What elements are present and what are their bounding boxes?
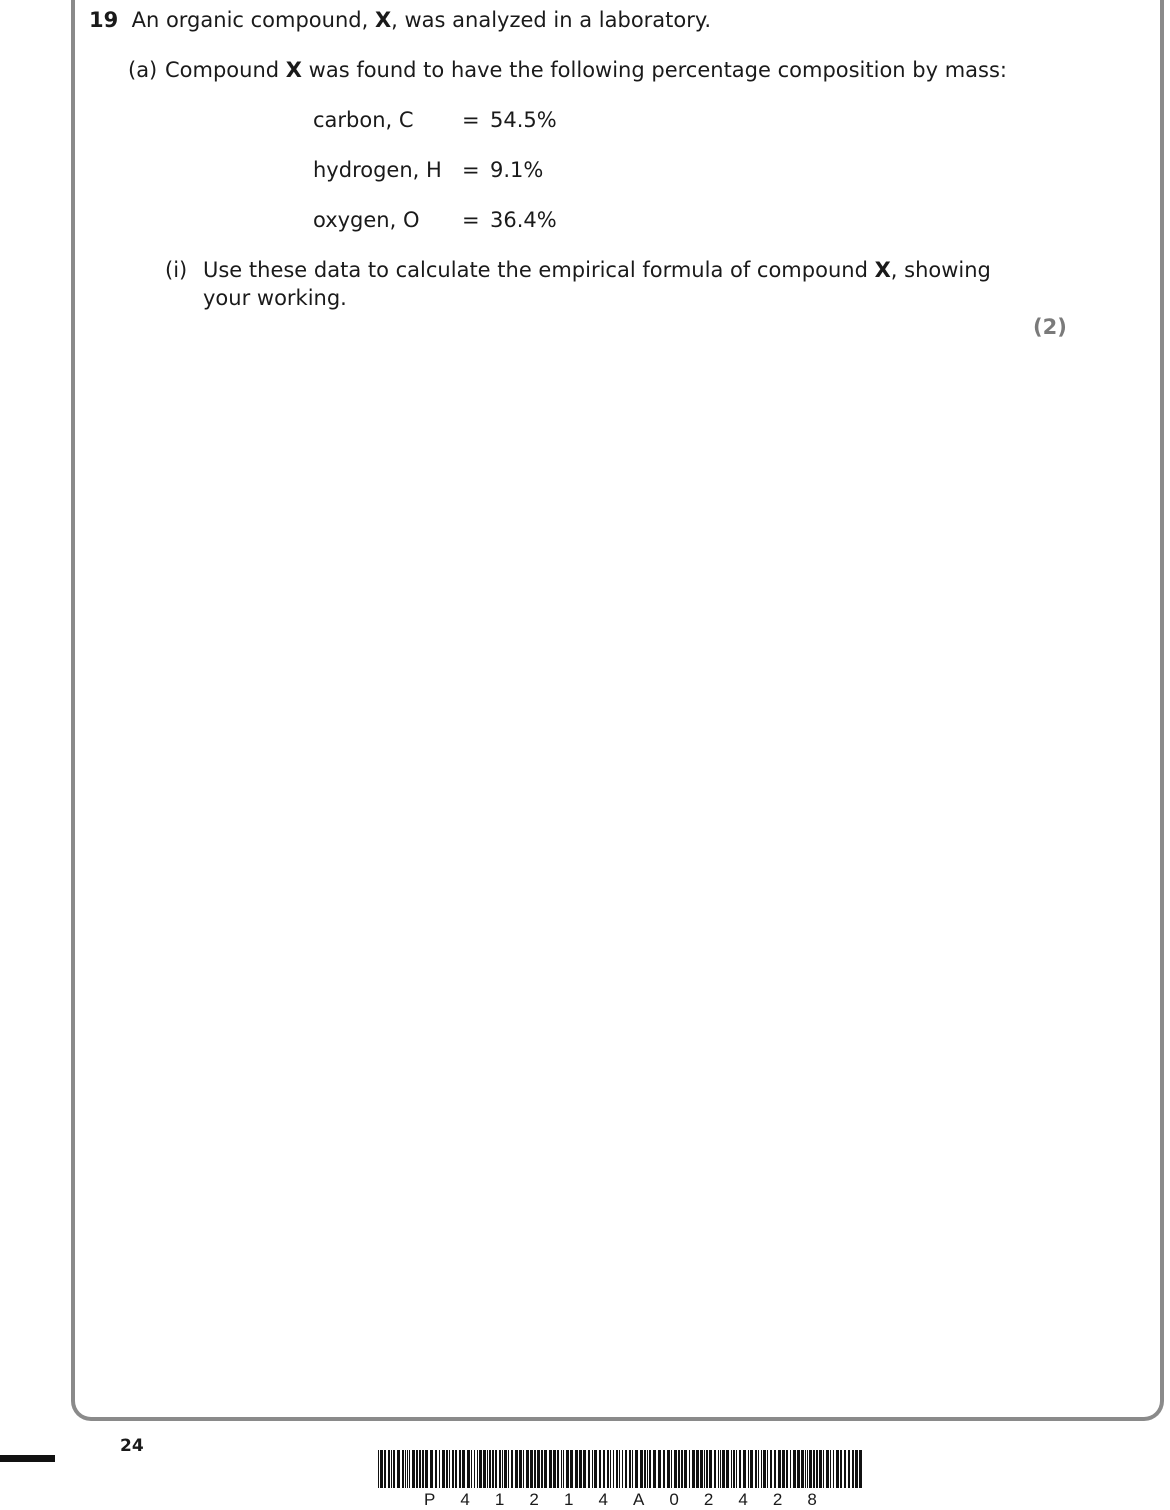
barcode-bar (553, 1450, 556, 1488)
question-stem-bold: X (374, 8, 392, 32)
barcode-bar (731, 1450, 732, 1488)
barcode-bar (570, 1450, 573, 1488)
barcode-bar (644, 1450, 646, 1488)
barcode-bar (844, 1450, 846, 1488)
part-a-label: (a) (128, 58, 158, 82)
barcode-bar (667, 1450, 670, 1488)
barcode-char: 4 (460, 1490, 470, 1509)
barcode-bar (658, 1450, 661, 1488)
barcode-bar (736, 1450, 737, 1488)
barcode-bar (706, 1450, 708, 1488)
barcode-bar (537, 1450, 540, 1488)
barcode-bar (767, 1450, 768, 1488)
barcode-bar (797, 1450, 800, 1488)
barcode-bar (462, 1450, 465, 1488)
barcode-bar (492, 1450, 494, 1488)
barcode-bar (848, 1450, 850, 1488)
barcode-bar (452, 1450, 454, 1488)
composition-value: 36.4% (490, 208, 557, 232)
barcode-bar (696, 1450, 699, 1488)
barcode-bar (508, 1450, 509, 1488)
barcode-bar (380, 1450, 383, 1488)
barcode-char: P (424, 1490, 436, 1509)
barcode-bar (840, 1450, 842, 1488)
barcode-bar (807, 1450, 808, 1488)
part-a-i-line2: your working. (203, 286, 347, 310)
part-a-text-after: was found to have the following percentage composition by mass: (301, 58, 1008, 82)
barcode-bar (855, 1450, 858, 1488)
barcode-bar (700, 1450, 703, 1488)
barcode-bar (671, 1450, 672, 1488)
barcode-bar (674, 1450, 677, 1488)
barcode-bar (778, 1450, 781, 1488)
barcode-bar (704, 1450, 705, 1488)
barcode-text (378, 1490, 863, 1510)
barcode-bar (782, 1450, 785, 1488)
barcode-bar (397, 1450, 400, 1488)
barcode-bar (805, 1450, 806, 1488)
barcode-bar (758, 1450, 759, 1488)
barcode-bar (629, 1450, 631, 1488)
barcode-bar (632, 1450, 633, 1488)
barcode-bar (499, 1450, 501, 1488)
barcode-bar (561, 1450, 562, 1488)
barcode-bar (534, 1450, 536, 1488)
question-stem (89, 6, 711, 34)
answer-frame (71, 0, 1164, 1421)
barcode-bar (743, 1450, 746, 1488)
barcode-bar (750, 1450, 753, 1488)
barcode-bar (770, 1450, 772, 1488)
barcode-bar (692, 1450, 695, 1488)
barcode-bar (761, 1450, 762, 1488)
part-a-text (165, 56, 1007, 84)
margin-bar (0, 1455, 55, 1462)
part-a-i-line1-after: , showing (890, 258, 991, 282)
barcode-bar (720, 1450, 721, 1488)
part-a-text-bold: X (285, 58, 302, 82)
barcode-bar (816, 1450, 818, 1488)
barcode-char: 4 (598, 1490, 608, 1509)
barcode-bar (819, 1450, 822, 1488)
barcode-bar (405, 1450, 406, 1488)
barcode-bar (393, 1450, 395, 1488)
question-number: 19 (89, 8, 119, 32)
barcode-bar (684, 1450, 687, 1488)
barcode-char: 2 (703, 1490, 714, 1509)
composition-element: hydrogen, H (313, 158, 442, 182)
barcode-bar (439, 1450, 440, 1488)
barcode-bar (722, 1450, 725, 1488)
barcode-char: A (632, 1490, 645, 1509)
barcode-bar (709, 1450, 712, 1488)
barcode-bar (474, 1450, 475, 1488)
composition-equals: = (462, 158, 480, 182)
barcode-bar (607, 1450, 609, 1488)
barcode-bar (523, 1450, 524, 1488)
barcode-bar (446, 1450, 448, 1488)
barcode-bar (613, 1450, 614, 1488)
part-a-text-before: Compound (165, 58, 286, 82)
barcode-bar (515, 1450, 518, 1488)
barcode-char: 1 (563, 1490, 574, 1509)
barcode-bar (635, 1450, 638, 1488)
barcode-bar (388, 1450, 390, 1488)
composition-value: 54.5% (490, 108, 557, 132)
barcode-bar (774, 1450, 776, 1488)
barcode-bar (678, 1450, 680, 1488)
barcode-bar (836, 1450, 839, 1488)
barcode-bar (575, 1450, 578, 1488)
barcode-bar (563, 1450, 564, 1488)
part-a-i-line1-bold: X (874, 258, 891, 282)
barcode-char: 2 (529, 1490, 539, 1509)
barcode-bar (619, 1450, 620, 1488)
barcode-bar (430, 1450, 433, 1488)
barcode-bar (467, 1450, 470, 1488)
barcode-bar (407, 1450, 408, 1488)
barcode-bar (739, 1450, 741, 1488)
barcode-bar (409, 1450, 410, 1488)
barcode-bar (544, 1450, 547, 1488)
barcode-bar (786, 1450, 788, 1488)
barcode-bar (718, 1450, 719, 1488)
barcode-bar (541, 1450, 543, 1488)
composition-element: carbon, C (313, 108, 414, 132)
barcode-bar (511, 1450, 513, 1488)
barcode-bar (530, 1450, 533, 1488)
barcode-bar (689, 1450, 690, 1488)
question-stem-before: An organic compound, (131, 8, 375, 32)
barcode-bar (852, 1450, 854, 1488)
barcode-bar (449, 1450, 450, 1488)
barcode-bar (579, 1450, 582, 1488)
barcode-bar (610, 1450, 611, 1488)
barcode-bar (425, 1450, 428, 1488)
barcode-bar (483, 1450, 486, 1488)
barcode-bar (526, 1450, 529, 1488)
barcode-bar (681, 1450, 683, 1488)
composition-equals: = (462, 208, 480, 232)
barcode-bar (663, 1450, 665, 1488)
question-stem-after: , was analyzed in a laboratory. (391, 8, 711, 32)
barcode-bar (733, 1450, 735, 1488)
barcode-bar (653, 1450, 656, 1488)
barcode-bar (435, 1450, 437, 1488)
barcode-bar (603, 1450, 605, 1488)
barcode-bar (726, 1450, 729, 1488)
barcode-bar (594, 1450, 597, 1488)
barcode-bar (402, 1450, 404, 1488)
barcode-bar (416, 1450, 418, 1488)
barcode-bar (823, 1450, 824, 1488)
marks-label: (2) (1033, 315, 1067, 339)
barcode-bar (793, 1450, 796, 1488)
barcode-bar (801, 1450, 804, 1488)
barcode-bar (583, 1450, 586, 1488)
barcode-bar (616, 1450, 618, 1488)
page-number: 24 (120, 1436, 144, 1456)
part-a-i-line1 (203, 256, 991, 284)
barcode-image (378, 1450, 863, 1490)
barcode-bar (549, 1450, 552, 1488)
barcode-bar (519, 1450, 522, 1488)
barcode-bar (714, 1450, 716, 1488)
barcode-bar (833, 1450, 834, 1488)
barcode-bar (419, 1450, 421, 1488)
composition-equals: = (462, 108, 480, 132)
barcode-bar (479, 1450, 482, 1488)
barcode-char: 1 (494, 1490, 505, 1509)
barcode-bar (502, 1450, 503, 1488)
barcode-bar (755, 1450, 757, 1488)
part-a-i-label: (i) (165, 258, 188, 282)
barcode-bar (412, 1450, 415, 1488)
part-a-i-line1-before: Use these data to calculate the empirical formula of compound (203, 258, 875, 282)
barcode-bar (592, 1450, 593, 1488)
barcode-bar (763, 1450, 766, 1488)
barcode-bar (459, 1450, 461, 1488)
barcode-bar (566, 1450, 569, 1488)
barcode-bar (622, 1450, 623, 1488)
barcode-bar (859, 1450, 862, 1488)
barcode-bar (557, 1450, 559, 1488)
barcode-bar (809, 1450, 812, 1488)
barcode-bar (489, 1450, 491, 1488)
barcode-char: 8 (807, 1490, 817, 1509)
barcode-char: 2 (772, 1490, 783, 1509)
barcode-char: 0 (669, 1490, 679, 1509)
barcode-bar (422, 1450, 424, 1488)
composition-element: oxygen, O (313, 208, 420, 232)
barcode-bar (391, 1450, 392, 1488)
barcode-bar (487, 1450, 488, 1488)
barcode-bar (588, 1450, 590, 1488)
barcode-bar (495, 1450, 497, 1488)
barcode-bar (830, 1450, 831, 1488)
barcode-bar (640, 1450, 643, 1488)
barcode-char: 4 (738, 1490, 748, 1509)
barcode-bar (471, 1450, 472, 1488)
barcode-bar (384, 1450, 386, 1488)
barcode-bar (477, 1450, 478, 1488)
barcode-bar (748, 1450, 749, 1488)
barcode-bar (599, 1450, 601, 1488)
barcode-bar (625, 1450, 627, 1488)
barcode-bar (442, 1450, 445, 1488)
barcode-bar (813, 1450, 815, 1488)
barcode-bar (504, 1450, 507, 1488)
barcode-bar (826, 1450, 829, 1488)
barcode-bar (647, 1450, 648, 1488)
barcode-bar (455, 1450, 457, 1488)
barcode-bar (790, 1450, 791, 1488)
barcode-bar (378, 1450, 379, 1488)
composition-value: 9.1% (490, 158, 544, 182)
barcode-bar (649, 1450, 651, 1488)
